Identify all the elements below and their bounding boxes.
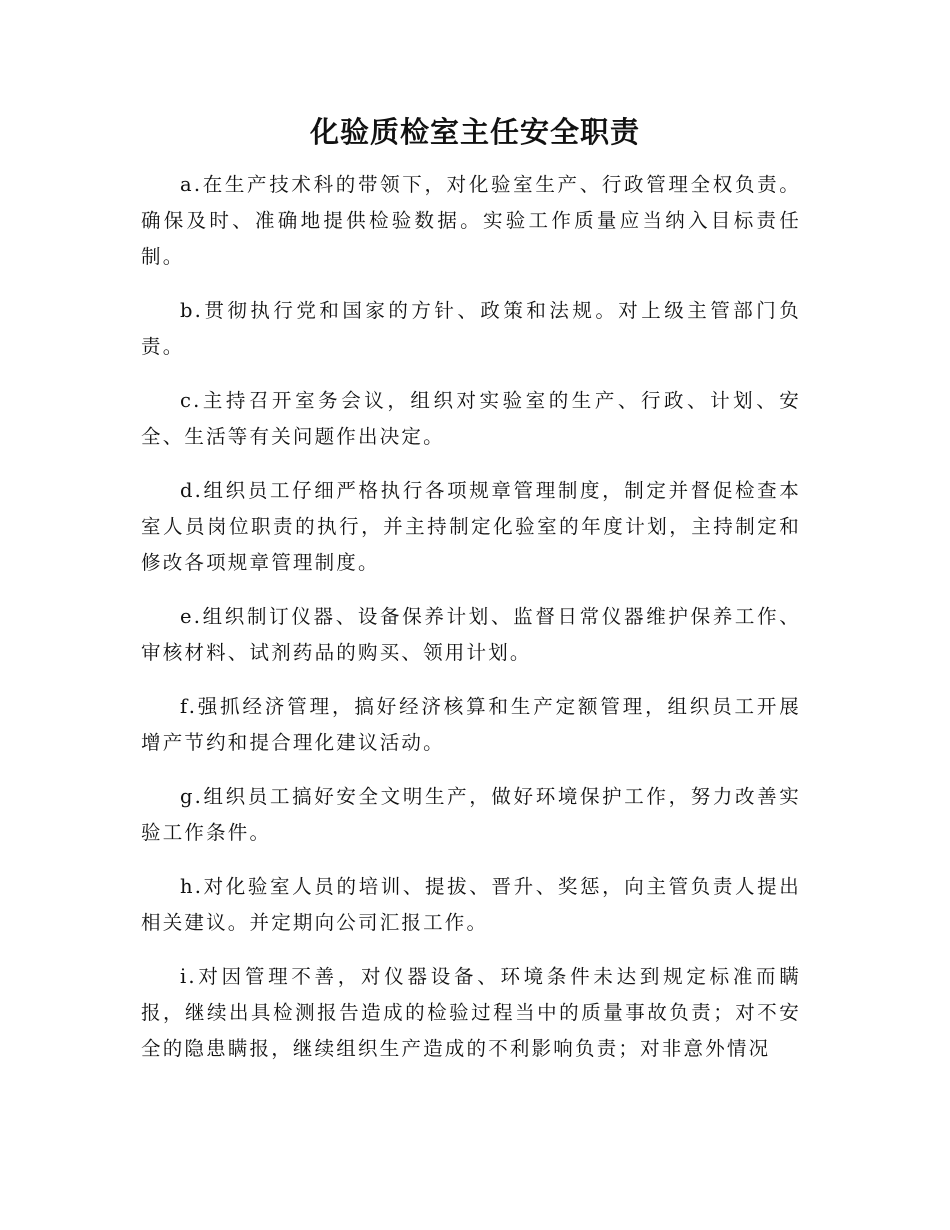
paragraph-d: d.组织员工仔细严格执行各项规章管理制度，制定并督促检查本室人员岗位职责的执行，并主持制定化验室的年度计划，主持制定和修改各项规章管理制度。: [141, 479, 801, 574]
paragraph-e: e.组织制订仪器、设备保养计划、监督日常仪器维护保养工作、审核材料、试剂药品的购买、领用计划。: [141, 605, 801, 664]
document-body: [141, 167, 801, 1085]
paragraph-i: i.对因管理不善，对仪器设备、环境条件未达到规定标准而瞒报，继续出具检测报告造成的检验过程当中的质量事故负责；对不安全的隐患瞒报，继续组织生产造成的不利影响负责；对非意外情况: [141, 965, 801, 1060]
paragraph-h: h.对化验室人员的培训、提拔、晋升、奖惩，向主管负责人提出相关建议。并定期向公司汇报工作。: [141, 875, 801, 934]
document-title: 化验质检室主任安全职责: [309, 115, 640, 149]
paragraph-f: f.强抓经济管理，搞好经济核算和生产定额管理，组织员工开展增产节约和提合理化建议活动。: [141, 695, 801, 754]
paragraph-b: b.贯彻执行党和国家的方针、政策和法规。对上级主管部门负责。: [141, 299, 801, 358]
paragraph-a: a.在生产技术科的带领下，对化验室生产、行政管理全权负责。确保及时、准确地提供检验数据。实验工作质量应当纳入目标责任制。: [141, 173, 801, 268]
paragraph-g: g.组织员工搞好安全文明生产，做好环境保护工作，努力改善实验工作条件。: [141, 785, 801, 844]
paragraph-c: c.主持召开室务会议，组织对实验室的生产、行政、计划、安全、生活等有关问题作出决定。: [141, 389, 801, 448]
